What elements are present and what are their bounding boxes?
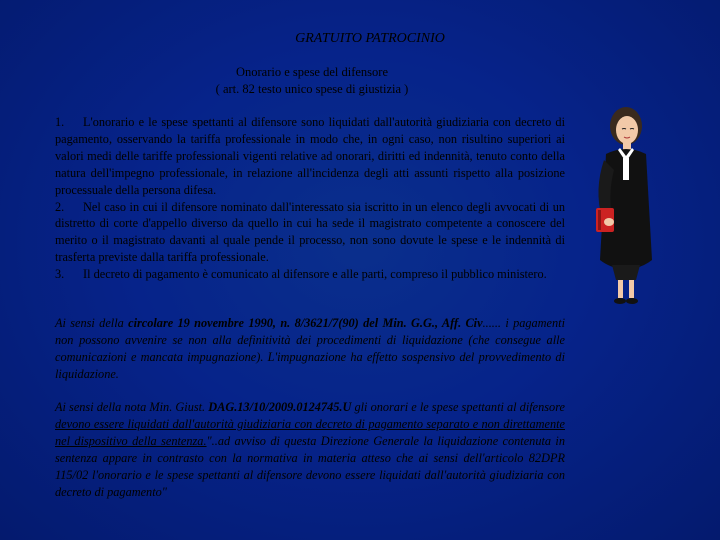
item-text: L'onorario e le spese spettanti al difensore sono liquidati dall'autorità giudiziaria con decreto di pagamento, osservando la tariffa professionale in modo che, in ogni caso, non risultino superiori ai valori medi delle tariffe professionali vigenti relative ad onorari, diritti ed indennità, tenuto conto della natura dell'impegno professionale, in relazione all'incidenza degli atti assunti rispetto alla posizione processuale della persona difesa. (55, 115, 565, 197)
lawyer-figure-illustration (582, 100, 666, 310)
article-item-2 (55, 199, 565, 267)
nota-text: "..ad avviso di questa Direzione Generale la liquidazione contenuta in sentenza appare in contrasto con la normativa in materia atteso che ai sensi dell'articolo 82DPR 115/02 l'onorario e le spese spettanti al difensore devono essere liquidati dall'autorità giudiziaria con decreto di pagamento" (55, 433, 565, 499)
item-text: Il decreto di pagamento è comunicato al difensore e alle parti, compreso il pubblico ministero. (83, 267, 547, 282)
subtitle-line-2: ( art. 82 testo unico spese di giustizia ) (215, 82, 409, 96)
article-items (55, 114, 565, 283)
item-text: Nel caso in cui il difensore nominato dall'interessato sia iscritto in un elenco degli avvocati di un distretto di corte d'appello diverso da quello in cui ha sede il magistrato competente a conoscere del merito o il magistrato davanti al quale pende il processo, non sono dovute le spese e le indennità di trasferta previste dalla tariffa professionale. (55, 199, 565, 265)
nota-middle: gli onorari e le spese spettanti al difensore (351, 400, 565, 414)
circolare-paragraph (55, 315, 565, 383)
nota-reference: DAG.13/10/2009.0124745.U (208, 400, 352, 414)
subtitle (0, 64, 624, 98)
article-item-3 (55, 266, 565, 283)
nota-paragraph (55, 399, 565, 500)
nota-prefix: Ai sensi della nota Min. Giust. (55, 400, 209, 414)
item-number: 1. (55, 115, 65, 129)
circolare-reference: circolare 19 novembre 1990, n. 8/3621/7(90) del Min. G.G., Aff. Civ (128, 316, 483, 330)
nota-underlined: devono essere liquidati dall'autorità giudiziaria con decreto di pagamento separato e non direttamente nel dispositivo della sentenza. (55, 416, 565, 448)
item-number: 3. (55, 267, 65, 282)
circolare-prefix: Ai sensi della (55, 316, 129, 330)
article-item-1 (55, 114, 565, 199)
item-number: 2. (55, 199, 65, 214)
subtitle-line-1: Onorario e spese del difensore (235, 65, 389, 79)
slide-title: GRATUITO PATROCINIO (295, 31, 445, 46)
circolare-text: ...... i pagamenti non possono avvenire se non alla definitività dei procedimenti di liquidazione (che consegue alle comunicazioni e mancata impugnazione). L'impugnazione ha effetto sospensivo del provvedimento di liquidazione. (55, 316, 565, 381)
